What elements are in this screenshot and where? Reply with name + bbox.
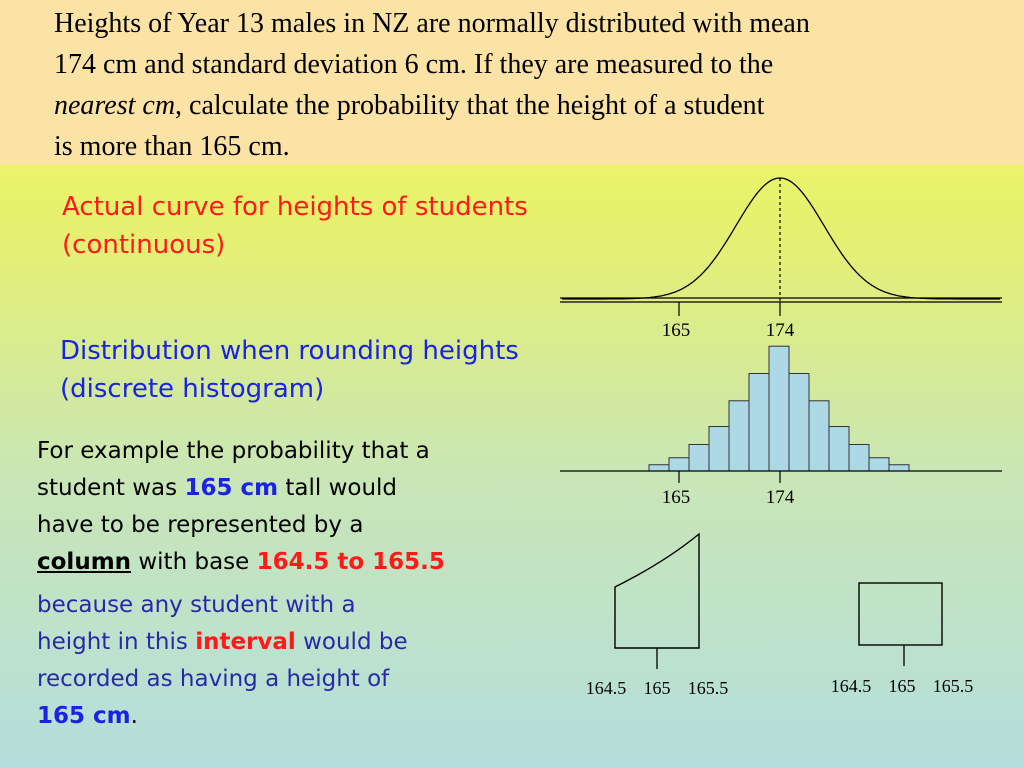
example-line-1: For example the probability that a <box>37 438 430 464</box>
flat-top-column-diagram <box>831 583 974 696</box>
explanation-line-3: recorded as having a height of <box>37 666 390 692</box>
histogram-bar <box>689 444 709 471</box>
histogram-bar <box>669 458 689 471</box>
explanation-line-2-end: would be <box>295 629 408 655</box>
example-line-2-start: student was <box>37 475 185 501</box>
histogram-bar <box>829 427 849 471</box>
histogram-bar <box>749 374 769 472</box>
question-line-2: 174 cm and standard deviation 6 cm. If they are measured to the <box>54 49 774 80</box>
histogram-label-line-2: (discrete histogram) <box>60 374 325 404</box>
curved-column-label-164-5: 164.5 <box>585 678 627 698</box>
histogram-bars <box>649 346 909 471</box>
histogram-figure <box>560 346 1002 508</box>
example-line-4-mid: with base <box>131 549 257 575</box>
question-line-4: is more than 165 cm. <box>54 131 290 162</box>
flat-column-shape <box>859 583 942 645</box>
histogram-tick-label-165: 165 <box>661 487 691 508</box>
column-word: column <box>37 549 132 575</box>
curve-label-line-2: (continuous) <box>62 230 226 260</box>
height-165-highlight: 165 cm <box>184 475 279 501</box>
histogram-bar <box>789 374 809 472</box>
explanation-period: . <box>130 703 138 729</box>
example-line-2-end: tall would <box>278 475 398 501</box>
nearest-cm-emphasis: nearest cm <box>54 90 176 121</box>
curve-label-line-1: Actual curve for heights of students <box>62 192 528 222</box>
histogram-bar <box>849 444 869 471</box>
normal-curve <box>562 178 1000 299</box>
histogram-bar <box>729 401 749 471</box>
curve-tick-label-165: 165 <box>661 320 691 341</box>
histogram-bar <box>769 346 789 471</box>
example-line-3: have to be represented by a <box>37 512 364 538</box>
explanation-line-1: because any student with a <box>37 592 356 618</box>
histogram-bar <box>869 458 889 471</box>
question-line-1: Heights of Year 13 males in NZ are normally distributed with mean <box>54 8 810 39</box>
histogram-tick-label-174: 174 <box>765 487 795 508</box>
flat-column-label-165: 165 <box>888 676 916 696</box>
histogram-bar <box>649 465 669 471</box>
question-line-3-rest: , calculate the probability that the height of a student <box>175 90 765 121</box>
curve-tick-label-174: 174 <box>765 320 795 341</box>
curved-column-label-165: 165 <box>643 678 671 698</box>
flat-column-label-165-5: 165.5 <box>932 676 974 696</box>
histogram-bar <box>709 427 729 471</box>
histogram-bar <box>809 401 829 471</box>
histogram-bar <box>889 465 909 471</box>
normal-curve-figure <box>560 178 1002 341</box>
curved-column-shape <box>615 534 699 648</box>
recorded-165-highlight: 165 cm <box>37 703 131 729</box>
base-interval-highlight: 164.5 to 165.5 <box>256 549 445 575</box>
interval-word: interval <box>195 629 296 655</box>
flat-column-label-164-5: 164.5 <box>830 676 872 696</box>
histogram-label-line-1: Distribution when rounding heights <box>60 336 519 366</box>
curved-top-column-diagram <box>586 534 729 698</box>
curved-column-label-165-5: 165.5 <box>687 678 729 698</box>
explanation-line-2-start: height in this <box>37 629 196 655</box>
